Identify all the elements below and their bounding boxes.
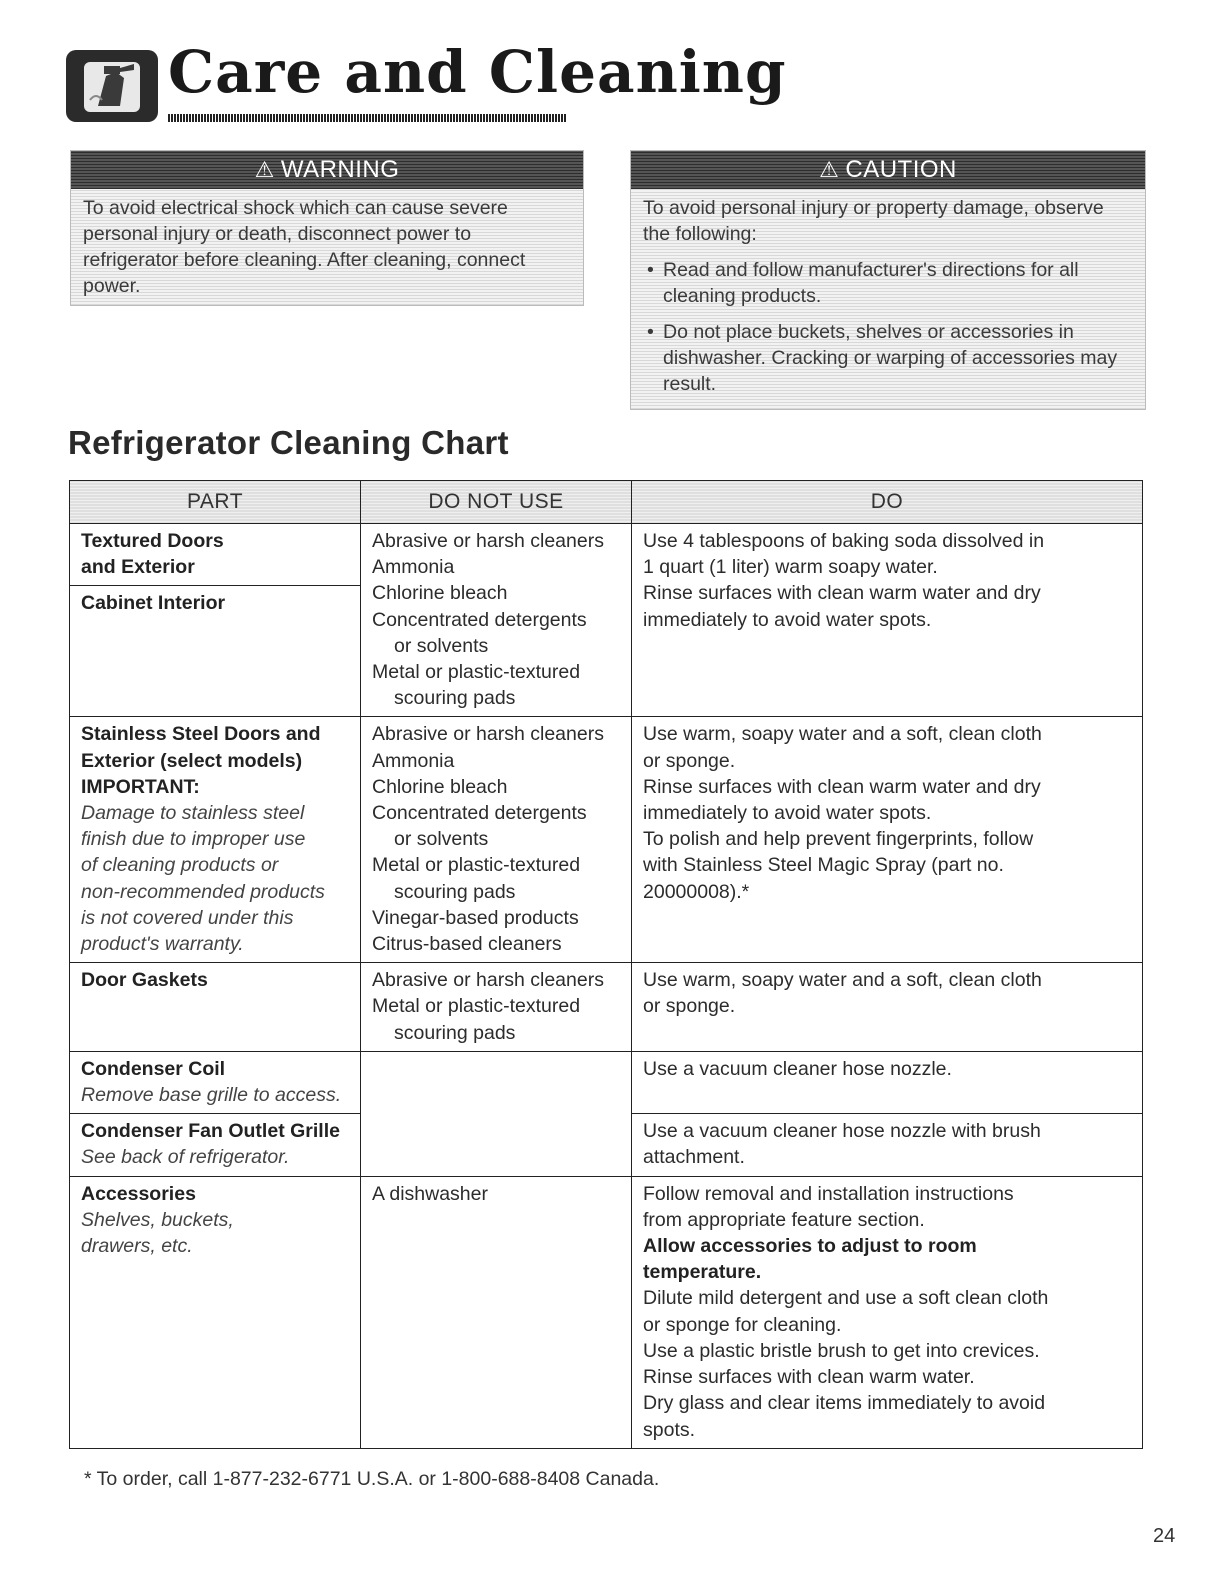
do-line: or sponge. [643, 749, 736, 772]
part-name: and Exterior [81, 556, 195, 579]
do-line: 20000008).* [643, 880, 750, 903]
part-note: product's warranty. [81, 933, 244, 956]
part-name: Condenser Coil [81, 1057, 226, 1080]
chart-title: Refrigerator Cleaning Chart [68, 424, 509, 461]
do-cell [632, 1114, 1143, 1176]
spray-bottle-icon [66, 50, 158, 122]
do-line-emphasis: temperature. [643, 1261, 762, 1284]
do-cell [632, 524, 1143, 717]
warning-box [70, 150, 584, 306]
do-line: To polish and help prevent fingerprints, follow [643, 828, 1034, 851]
do-cell [632, 1176, 1143, 1448]
table-row [70, 1176, 1143, 1448]
part-name: Stainless Steel Doors and [81, 723, 321, 746]
caution-bullet: • Read and follow manufacturer's directions for all cleaning products. [643, 257, 1133, 309]
part-name: Textured Doors [81, 530, 224, 552]
do-line: spots. [643, 1418, 696, 1441]
warning-triangle-icon: ⚠ [819, 157, 840, 182]
part-cell [70, 1051, 361, 1113]
table-header-row [70, 481, 1143, 524]
footnote: * To order, call 1-877-232-6771 U.S.A. or 1-800-688-8408 Canada. [84, 1468, 660, 1490]
part-cell [70, 1176, 361, 1448]
do-not-use-line: Abrasive or harsh cleaners [372, 969, 604, 992]
do-line: Dilute mild detergent and use a soft clean cloth [643, 1287, 1049, 1310]
do-not-use-line: scouring pads [394, 1021, 516, 1044]
do-not-use-line: or solvents [394, 634, 489, 657]
part-note: See back of refrigerator. [81, 1146, 290, 1169]
do-cell [632, 1051, 1143, 1113]
part-note: Remove base grille to access. [81, 1084, 342, 1107]
title-underline [168, 114, 566, 122]
do-not-use-line: Ammonia [372, 556, 455, 579]
do-line: 1 quart (1 liter) warm soapy water. [643, 556, 938, 579]
do-cell [632, 963, 1143, 1052]
part-name: Condenser Fan Outlet Grille [81, 1120, 340, 1143]
do-not-use-line: Abrasive or harsh cleaners [372, 530, 604, 552]
do-not-use-cell [361, 1051, 632, 1176]
table-row [70, 717, 1143, 963]
column-header-do-not-use: DO NOT USE [361, 481, 632, 524]
important-label: IMPORTANT: [81, 775, 200, 798]
do-not-use-cell [361, 963, 632, 1052]
page-number: 24 [1153, 1525, 1176, 1547]
do-line: Use a vacuum cleaner hose nozzle with brush [643, 1120, 1041, 1143]
do-not-use-line: Citrus-based cleaners [372, 933, 562, 956]
do-line: or sponge. [643, 995, 736, 1018]
do-not-use-line: Vinegar-based products [372, 906, 579, 929]
caution-intro: To avoid personal injury or property damage, observe the following: [643, 197, 1104, 245]
do-line: Rinse surfaces with clean warm water and dry [643, 775, 1041, 798]
table-row [70, 963, 1143, 1052]
do-line-emphasis: Allow accessories to adjust to room [643, 1235, 977, 1258]
part-note: is not covered under this [81, 906, 294, 929]
do-line: immediately to avoid water spots. [643, 608, 932, 631]
column-header-part: PART [70, 481, 361, 524]
do-line: immediately to avoid water spots. [643, 802, 932, 825]
warning-title: WARNING [280, 156, 400, 183]
do-not-use-line: Ammonia [372, 749, 455, 772]
part-name: Exterior (select models) [81, 749, 303, 772]
do-line: from appropriate feature section. [643, 1208, 925, 1231]
do-not-use-line: scouring pads [394, 880, 516, 903]
do-line: Use a vacuum cleaner hose nozzle. [643, 1057, 952, 1080]
part-note: of cleaning products or [81, 854, 279, 877]
do-cell [632, 717, 1143, 963]
part-cell [70, 717, 361, 963]
part-note: finish due to improper use [81, 828, 306, 851]
do-line: or sponge for cleaning. [643, 1313, 842, 1336]
part-name: Accessories [81, 1182, 196, 1205]
part-note: Shelves, buckets, [81, 1208, 234, 1231]
do-line: Use 4 tablespoons of baking soda dissolved in [643, 530, 1045, 552]
do-not-use-line: Metal or plastic-textured [372, 661, 581, 684]
do-not-use-line: Chlorine bleach [372, 775, 508, 798]
caution-title: CAUTION [845, 156, 957, 183]
do-not-use-line: Metal or plastic-textured [372, 995, 581, 1018]
do-line: Use a plastic bristle brush to get into crevices. [643, 1339, 1040, 1362]
caution-box [630, 150, 1146, 410]
page-title: Care and Cleaning [168, 38, 787, 106]
part-name: Door Gaskets [81, 969, 208, 992]
do-line: Use warm, soapy water and a soft, clean cloth [643, 969, 1042, 992]
do-line: Rinse surfaces with clean warm water. [643, 1366, 975, 1389]
part-note: non-recommended products [81, 880, 325, 903]
cleaning-chart-table [69, 480, 1143, 1449]
do-line: with Stainless Steel Magic Spray (part no. [643, 854, 1004, 877]
part-name: Cabinet Interior [81, 592, 226, 615]
do-line: Rinse surfaces with clean warm water and dry [643, 582, 1041, 605]
part-cabinet-interior [70, 585, 360, 621]
caution-header [631, 151, 1145, 189]
part-cell [70, 963, 361, 1052]
warning-header [71, 151, 583, 189]
part-note: drawers, etc. [81, 1235, 193, 1258]
do-not-use-line: Metal or plastic-textured [372, 854, 581, 877]
warning-triangle-icon: ⚠ [254, 157, 275, 182]
warning-text: To avoid electrical shock which can cause severe personal injury or death, disconnect power to refrigerator before cleaning. After cleaning, connect power. [83, 197, 526, 297]
do-line: Use warm, soapy water and a soft, clean cloth [643, 723, 1042, 746]
do-not-use-cell [361, 1176, 632, 1448]
part-note: Damage to stainless steel [81, 802, 305, 825]
do-not-use-line: Abrasive or harsh cleaners [372, 723, 604, 746]
do-line: Dry glass and clear items immediately to avoid [643, 1392, 1046, 1415]
do-line: Follow removal and installation instructions [643, 1182, 1014, 1205]
do-not-use-line: or solvents [394, 828, 489, 851]
part-cell [70, 1114, 361, 1176]
table-row [70, 524, 1143, 717]
do-not-use-line: Concentrated detergents [372, 608, 587, 631]
part-textured-doors [70, 524, 360, 585]
page-header [66, 38, 787, 124]
part-cell [70, 524, 361, 717]
do-not-use-line: Concentrated detergents [372, 802, 587, 825]
do-not-use-line: scouring pads [394, 687, 516, 710]
table-row [70, 1051, 1143, 1113]
caution-bullet: • Do not place buckets, shelves or accessories in dishwasher. Cracking or warping of accessories may result. [643, 319, 1133, 397]
do-not-use-line: Chlorine bleach [372, 582, 508, 605]
do-not-use-cell [361, 524, 632, 717]
column-header-do: DO [632, 481, 1143, 524]
do-line: attachment. [643, 1146, 745, 1169]
do-not-use-cell [361, 717, 632, 963]
do-not-use-line: A dishwasher [372, 1182, 488, 1205]
